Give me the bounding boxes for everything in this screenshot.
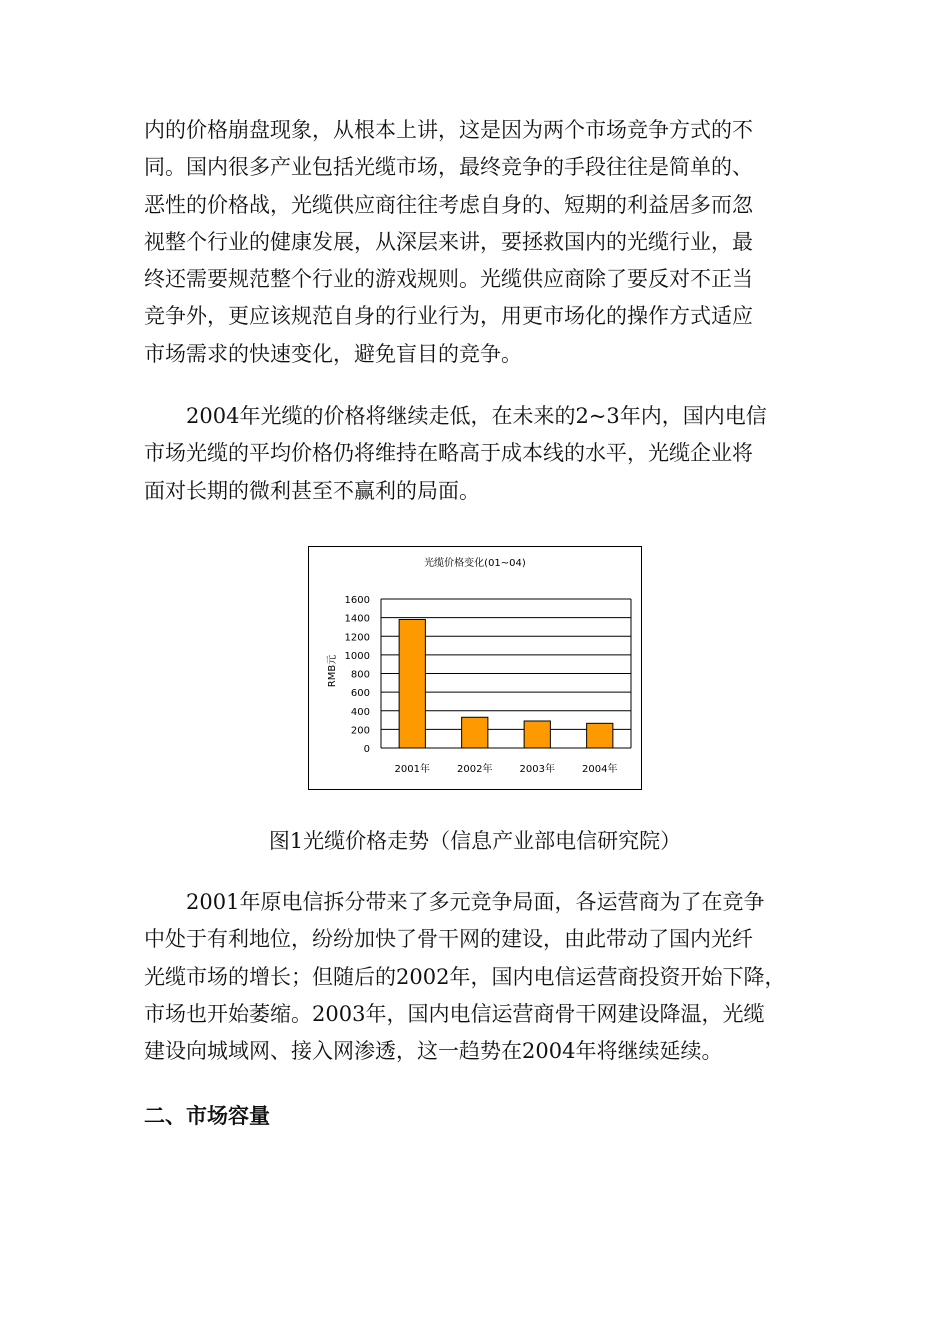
bar	[587, 723, 613, 748]
text-line: 视整个行业的健康发展，从深层来讲，要拯救国内的光缆行业，最	[144, 229, 753, 254]
section-heading: 二、市场容量	[144, 1104, 270, 1128]
y-tick-label: 1600	[344, 595, 370, 606]
x-tick-label: 2002年	[457, 764, 493, 775]
bar	[399, 619, 425, 748]
y-tick-label: 600	[350, 688, 370, 700]
text-line: 同。国内很多产业包括光缆市场，最终竞争的手段往往是简单的、	[144, 155, 753, 180]
x-tick-label: 2003年	[519, 764, 555, 775]
y-tick-labels	[345, 595, 370, 755]
text-line: 市场也开始萎缩。2003年，国内电信运营商骨干网建设降温，光缆	[144, 1001, 765, 1026]
bars	[399, 619, 613, 748]
y-tick-label: 200	[350, 725, 370, 737]
x-tick-labels	[395, 762, 618, 775]
x-tick-label: 2001年	[394, 764, 430, 775]
y-tick-label: 1400	[344, 613, 370, 625]
text-line: 竞争外，更应该规范自身的行业行为，用更市场化的操作方式适应	[144, 304, 753, 329]
y-tick-label: 800	[350, 669, 370, 681]
bar	[462, 717, 488, 748]
y-tick-label: 1200	[344, 632, 370, 644]
text-line: 恶性的价格战，光缆供应商往往考虑自身的、短期的利益居多而忽	[144, 192, 753, 217]
text-line: 建设向城域网、接入网渗透，这一趋势在2004年将继续延续。	[144, 1039, 723, 1064]
x-tick-label: 2004年	[582, 764, 618, 775]
text-line: 市场需求的快速变化，避免盲目的竞争。	[144, 341, 522, 366]
y-axis-label: RMB元	[327, 654, 338, 688]
y-tick-label: 1000	[344, 650, 370, 662]
text-line: 面对长期的微利甚至不赢利的局面。	[144, 478, 480, 503]
figure-caption: 图1光缆价格走势（信息产业部电信研究院）	[268, 829, 682, 853]
bar	[524, 721, 550, 748]
text-line: 终还需要规范整个行业的游戏规则。光缆供应商除了要反对不正当	[144, 267, 753, 292]
paragraph-2	[144, 398, 814, 510]
chart-figure	[308, 546, 642, 790]
y-tick-label: 400	[350, 706, 370, 718]
paragraph-3	[144, 884, 814, 1070]
text-line: 光缆市场的增长；但随后的2002年，国内电信运营商投资开始下降，	[144, 964, 786, 989]
text-line: 内的价格崩盘现象，从根本上讲，这是因为两个市场竞争方式的不	[144, 118, 753, 142]
y-tick-label: 0	[363, 744, 370, 755]
bar-chart	[309, 547, 641, 789]
text-line: 中处于有利地位，纷纷加快了骨干网的建设，由此带动了国内光纤	[144, 927, 753, 952]
chart-title: 光缆价格变化(01~04)	[424, 558, 526, 569]
paragraph-1	[144, 112, 814, 373]
text-line: 2004年光缆的价格将继续走低，在未来的2~3年内，国内电信	[186, 404, 767, 428]
text-line: 市场光缆的平均价格仍将维持在略高于成本线的水平，光缆企业将	[144, 441, 753, 466]
text-line: 2001年原电信拆分带来了多元竞争局面，各运营商为了在竞争	[186, 890, 765, 914]
